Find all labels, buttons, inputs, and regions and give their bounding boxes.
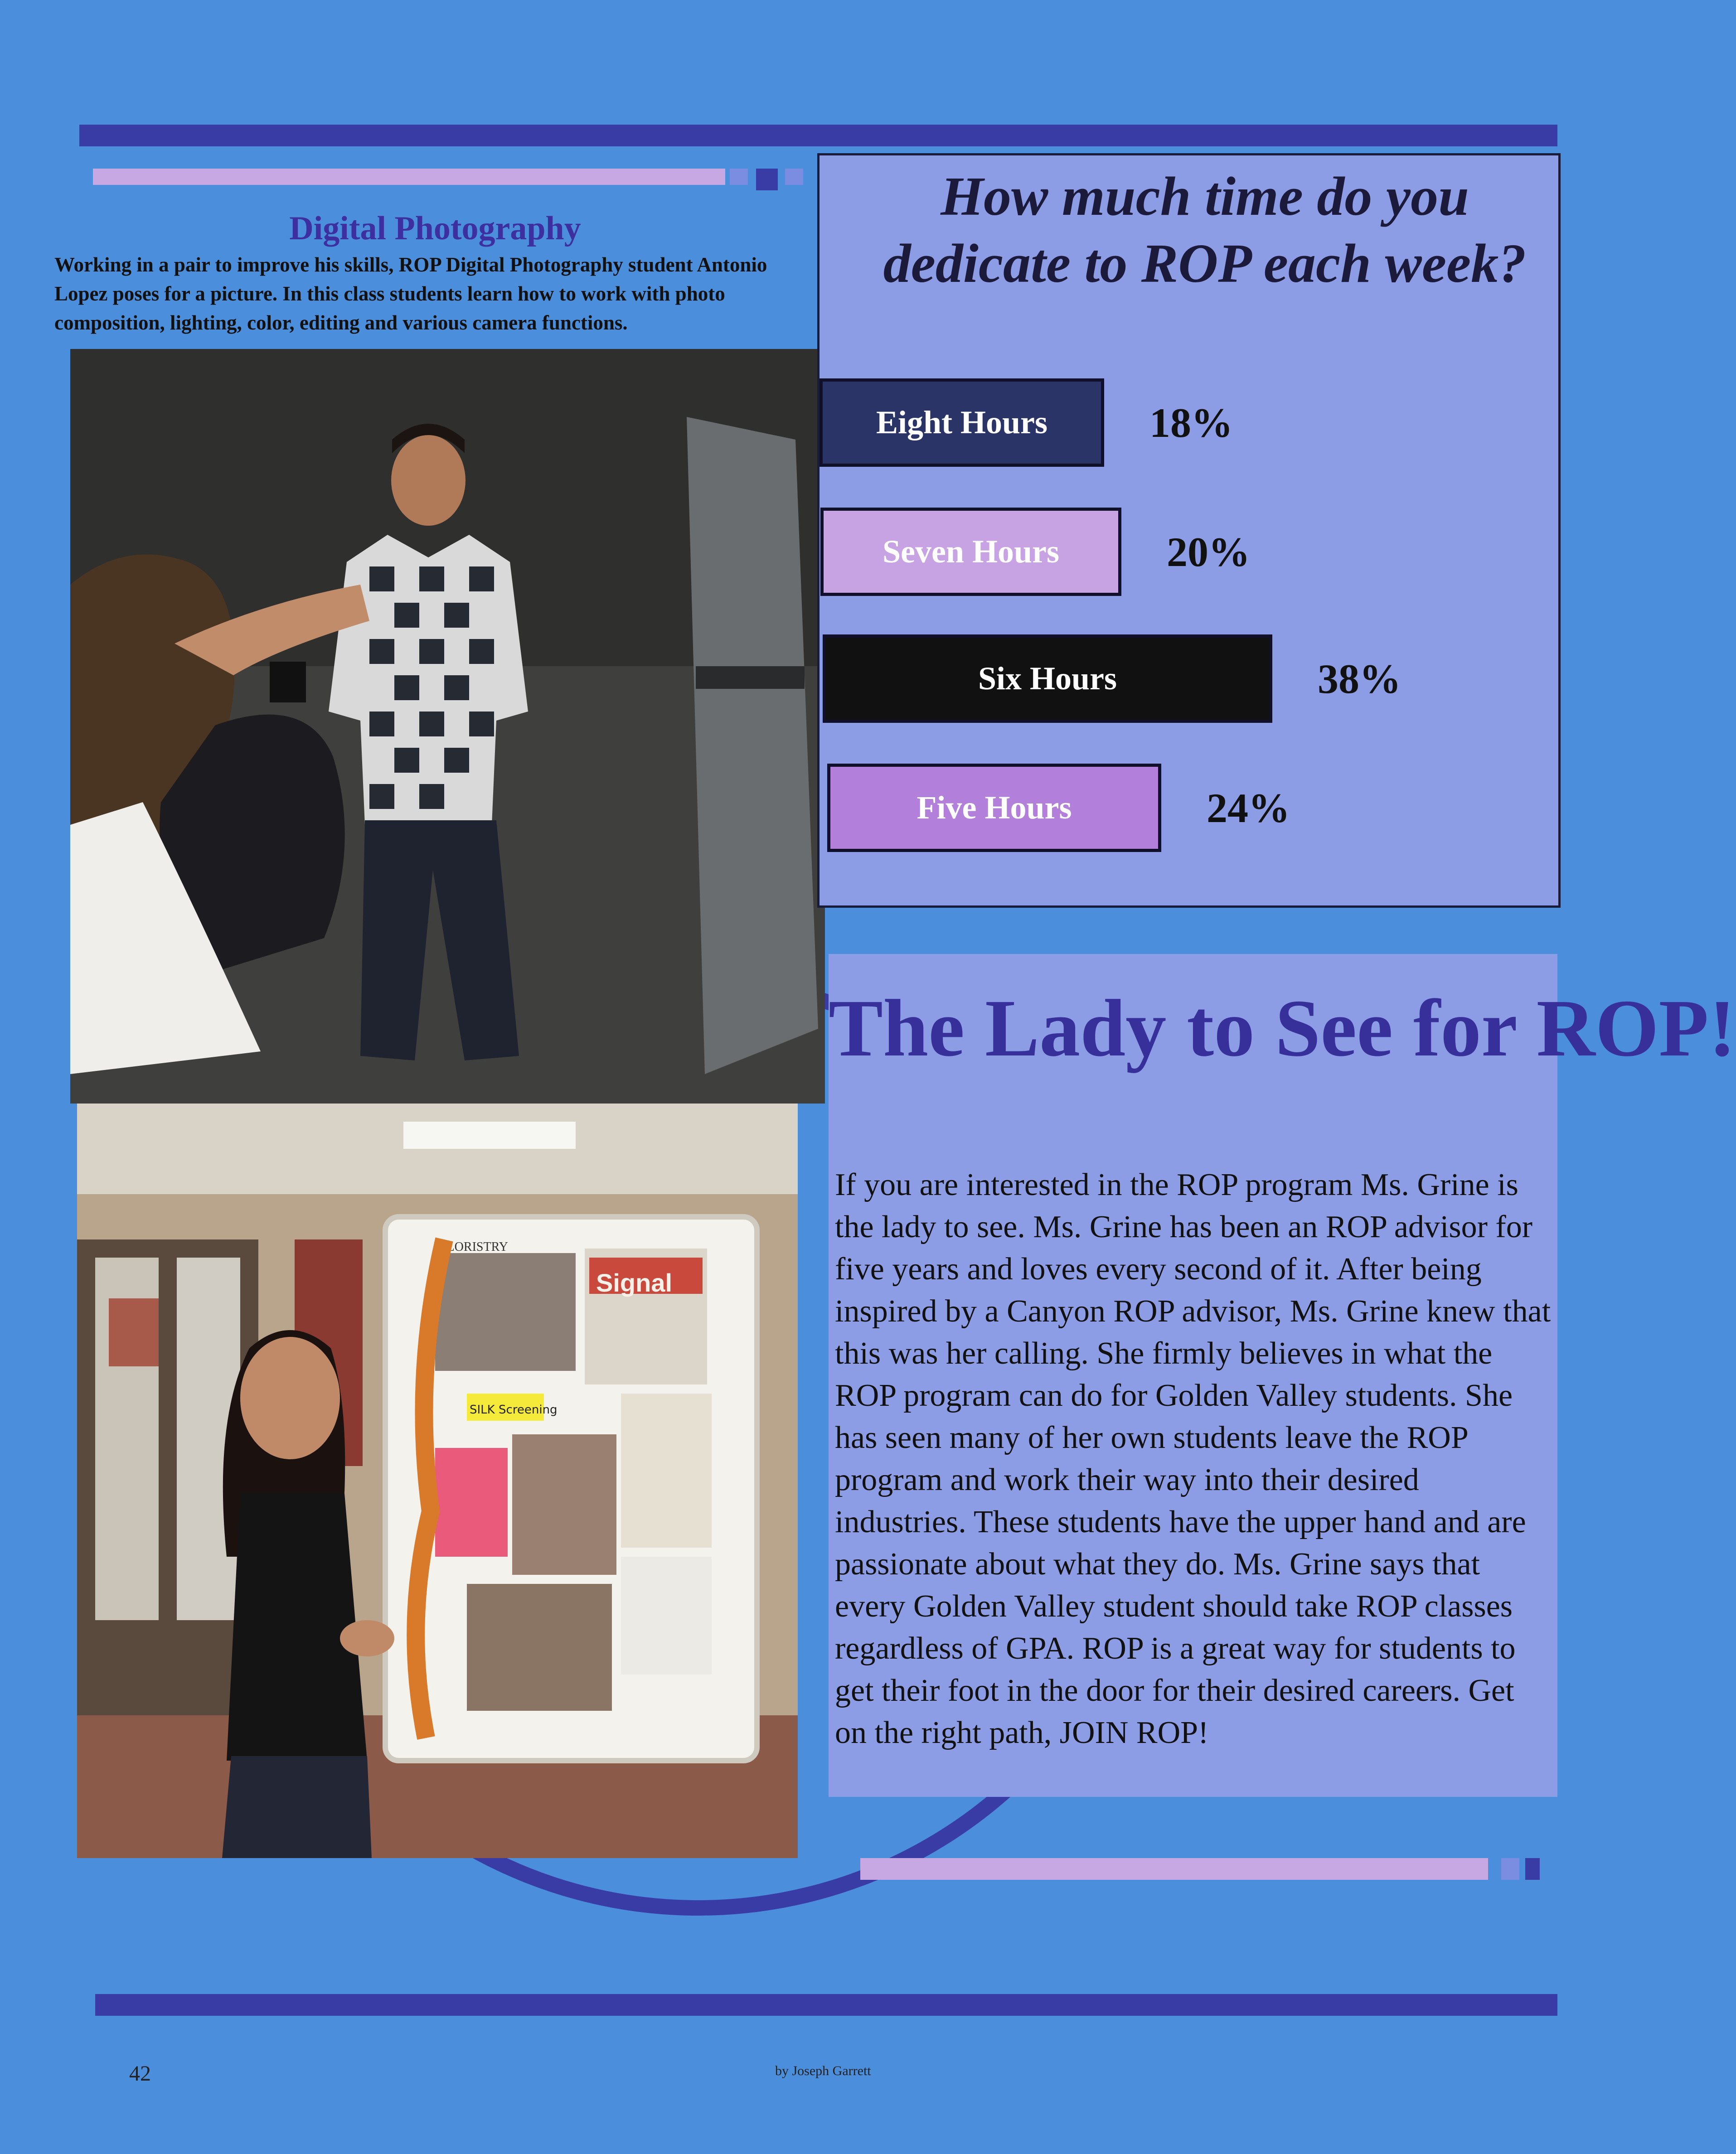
- article-body: If you are interested in the ROP program Ms. Grine is the lady to see. Ms. Grine has been an ROP advisor for five years and loves every second of it. After being inspired by a Canyon ROP advisor, Ms. Grine knew that this was her calling. She firmly believes in what the ROP program can do for Golden Valley students. She has seen many of her own students leave the ROP program and work their way into their desired industries. These students have the upper hand and are passionate about what they do. Ms. Grine says that every Golden Valley student should take ROP classes regardless of GPA. ROP is a great way for students to get their foot in the door for their desired careers. Get on the right path, JOIN ROP!: [835, 1167, 1551, 1750]
- accent-square: [756, 169, 778, 190]
- photo-advisor-illustration: [77, 1104, 798, 1858]
- caption-text: Working in a pair to improve his skills, ROP Digital Photography student Antonio Lopez poses for a picture. In this class students learn how to work with photo composition, lighting, color, editing and various camera functions.: [54, 253, 767, 334]
- accent-square: [1501, 1858, 1519, 1880]
- poll-bar-five-hours: Five Hours: [827, 764, 1161, 852]
- poll-bar-eight-hours: Eight Hours: [820, 378, 1104, 467]
- photo-student-posing: [70, 349, 825, 1104]
- poll-percent-label: 18%: [1149, 400, 1233, 446]
- accent-square: [1525, 1858, 1540, 1880]
- poll-percent-label: 20%: [1167, 529, 1250, 575]
- poster-heading: FLORISTRY: [440, 1240, 508, 1254]
- poll-bar-seven-hours: Seven Hours: [820, 508, 1121, 596]
- article-title: The Lady to See for ROP!: [829, 983, 1736, 1073]
- photo-advisor-poster: [77, 1104, 798, 1858]
- poll-bar-six-hours: Six Hours: [823, 634, 1272, 723]
- top-divider-bar: [79, 125, 1557, 146]
- caption-title: Digital Photography: [289, 210, 581, 247]
- poll-question: How much time do you dedicate to ROP each week?: [883, 166, 1527, 294]
- byline: by Joseph Garrett: [775, 2063, 871, 2078]
- bottom-divider-bar: [95, 1994, 1557, 2016]
- sticky-note-label: SILK Screening: [470, 1403, 558, 1417]
- top-accent-bar: [93, 169, 725, 185]
- bottom-accent-bar: [860, 1858, 1488, 1880]
- accent-square: [730, 169, 748, 185]
- photo-student-illustration: [70, 349, 825, 1104]
- accent-square: [785, 169, 803, 185]
- poll-percent-label: 38%: [1318, 656, 1401, 702]
- page-number: 42: [129, 2062, 151, 2086]
- poll-percent-label: 24%: [1207, 785, 1290, 831]
- newspaper-masthead: Signal: [596, 1268, 673, 1297]
